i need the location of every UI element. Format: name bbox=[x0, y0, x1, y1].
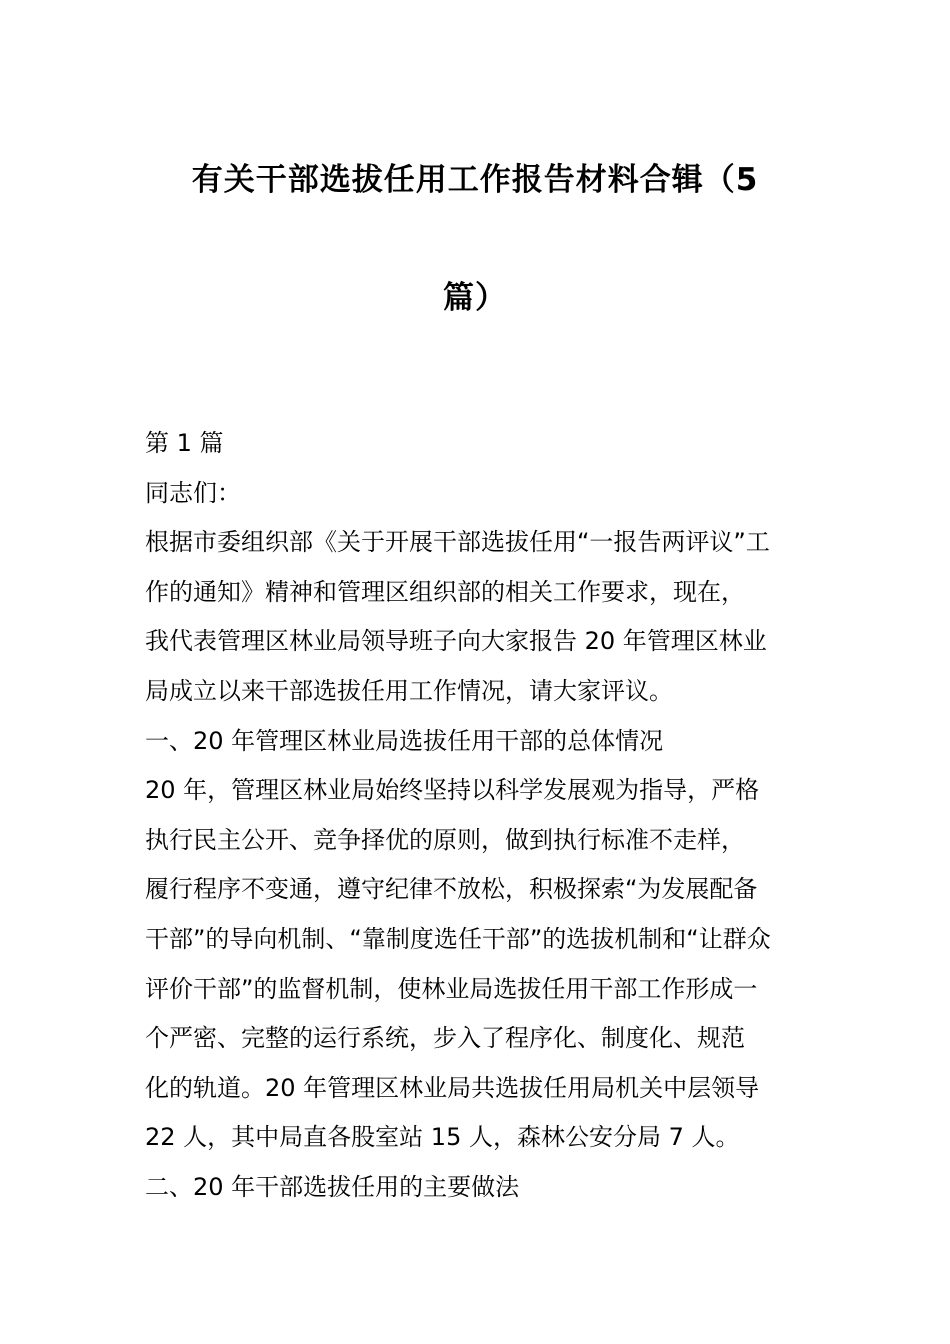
body-line: 20 年，管理区林业局始终坚持以科学发展观为指导，严格 bbox=[145, 776, 760, 805]
body-line: 根据市委组织部《关于开展干部选拔任用“一报告两评议”工 bbox=[145, 528, 770, 557]
section-heading-overview: 一、20 年管理区林业局选拔任用干部的总体情况 bbox=[145, 726, 664, 755]
body-line: 22 人，其中局直各股室站 15 人，森林公安分局 7 人。 bbox=[145, 1123, 740, 1152]
document-body bbox=[145, 419, 810, 1213]
body-line: 履行程序不变通，遵守纪律不放松，积极探索“为发展配备 bbox=[145, 875, 758, 904]
body-line: 干部”的导向机制、“靠制度选任干部”的选拔机制和“让群众 bbox=[145, 924, 771, 953]
body-line: 评价干部”的监督机制，使林业局选拔任用干部工作形成一 bbox=[145, 974, 758, 1003]
body-line: 执行民主公开、竞争择优的原则，做到执行标准不走样， bbox=[145, 825, 745, 854]
salutation: 同志们： bbox=[145, 478, 241, 507]
document-title-line-1: 有关干部选拔任用工作报告材料合辑（5 bbox=[191, 162, 759, 198]
body-line: 局成立以来干部选拔任用工作情况，请大家评议。 bbox=[145, 676, 673, 705]
document-title-line-2: 篇） bbox=[443, 280, 507, 316]
body-line: 个严密、完整的运行系统，步入了程序化、制度化、规范 bbox=[145, 1024, 745, 1053]
body-line: 化的轨道。20 年管理区林业局共选拔任用局机关中层领导 bbox=[145, 1073, 760, 1102]
body-line: 作的通知》精神和管理区组织部的相关工作要求，现在， bbox=[145, 577, 745, 606]
body-line: 我代表管理区林业局领导班子向大家报告 20 年管理区林业 bbox=[145, 627, 767, 656]
section-heading-main-practices: 二、20 年干部选拔任用的主要做法 bbox=[145, 1172, 520, 1201]
section-heading-part-1: 第 1 篇 bbox=[145, 429, 224, 457]
